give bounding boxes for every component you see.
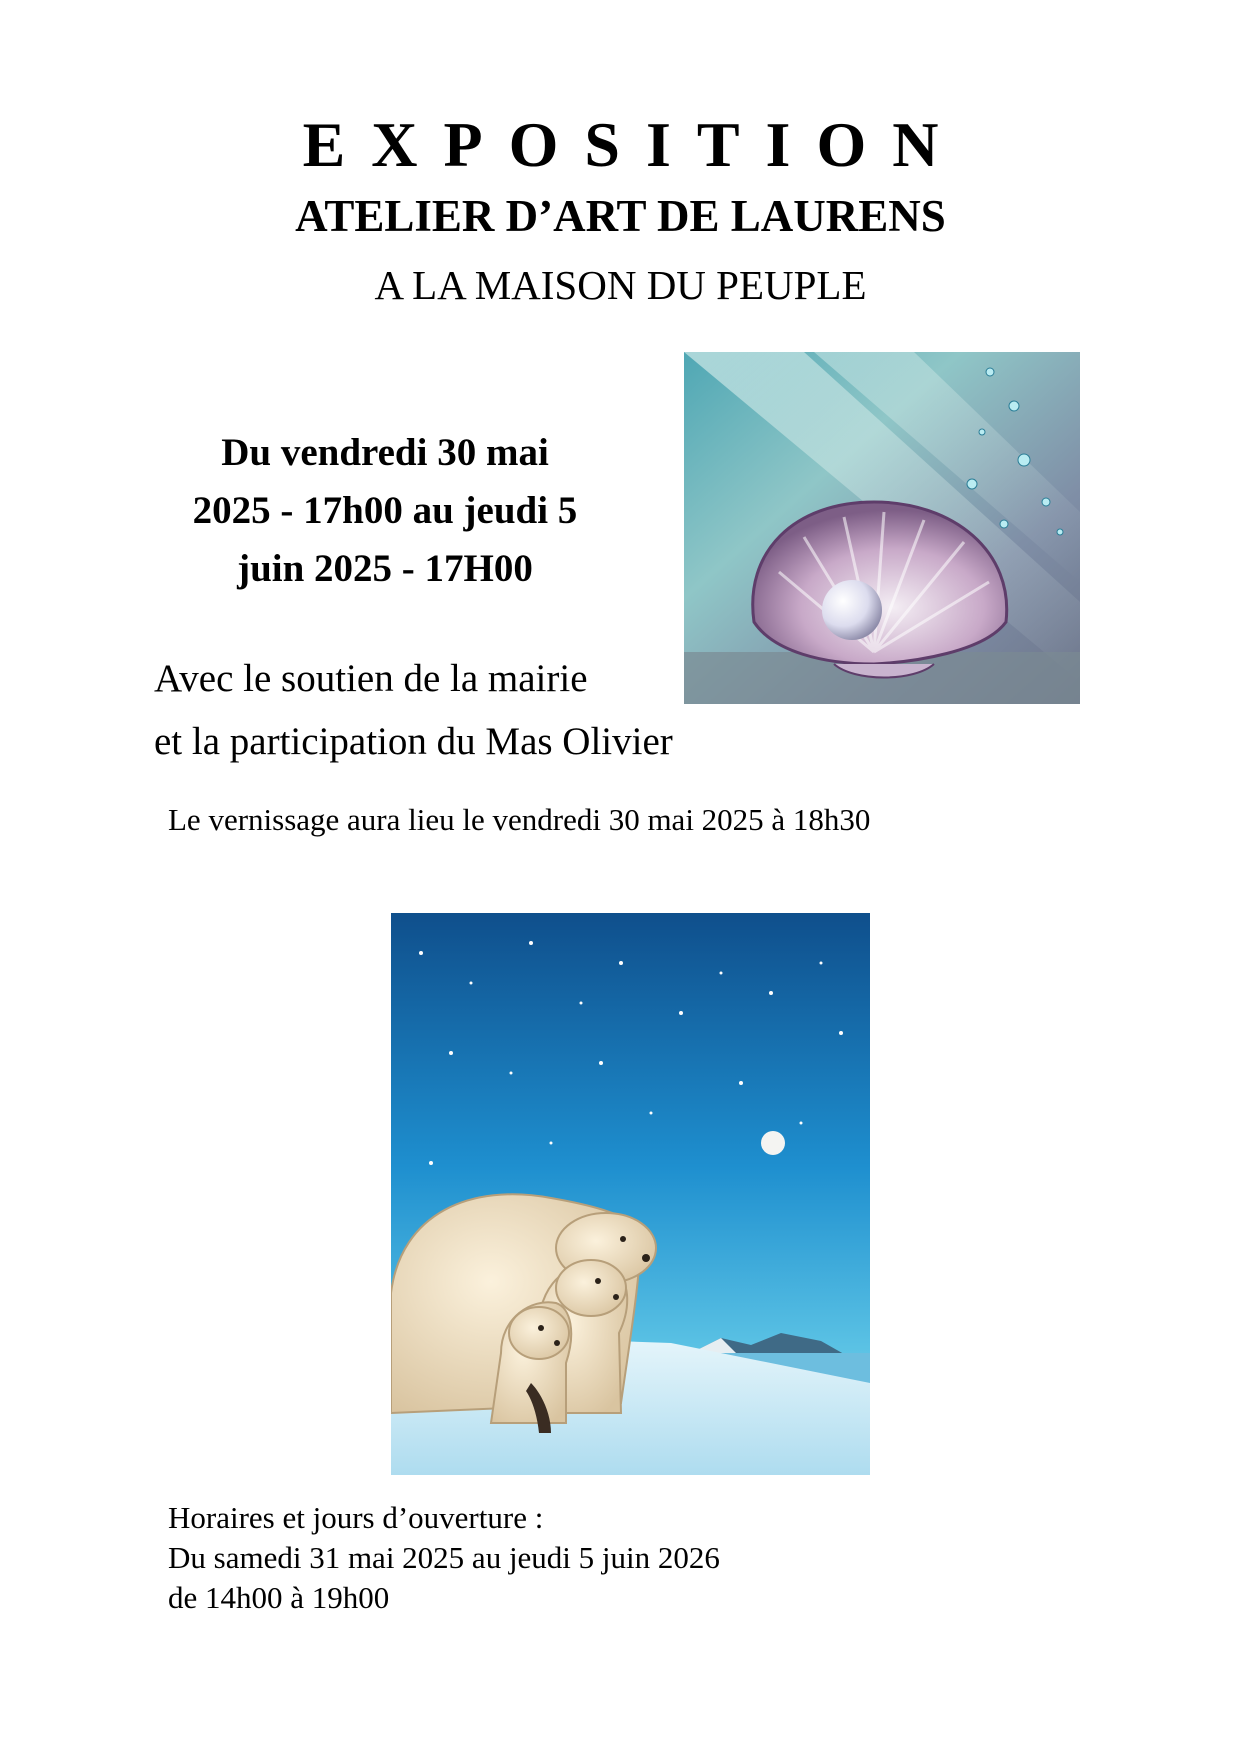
- poster-venue: A LA MAISON DU PEUPLE: [374, 262, 867, 308]
- support-line-mas-olivier: et la participation du Mas Olivier: [154, 720, 673, 763]
- dates-line: juin 2025 - 17H00: [237, 547, 533, 590]
- hours-heading: Horaires et jours d’ouverture :: [168, 1500, 544, 1535]
- hours-time: de 14h00 à 19h00: [168, 1580, 390, 1615]
- vernissage-info: Le vernissage aura lieu le vendredi 30 mai 2025 à 18h30: [168, 802, 871, 837]
- dates-line: Du vendredi 30 mai: [221, 431, 549, 474]
- shell-pearl-painting: [684, 352, 1080, 704]
- exhibition-dates: [150, 424, 620, 598]
- poster-subtitle: ATELIER D’ART DE LAURENS: [295, 191, 946, 241]
- dates-line: 2025 - 17h00 au jeudi 5: [192, 489, 578, 532]
- polar-bears-painting: [391, 913, 870, 1475]
- opening-hours: [168, 1498, 720, 1618]
- poster-title: EXPOSITION: [302, 109, 965, 180]
- support-line-mairie: Avec le soutien de la mairie: [154, 657, 588, 700]
- hours-date-range: Du samedi 31 mai 2025 au jeudi 5 juin 2026: [168, 1540, 720, 1575]
